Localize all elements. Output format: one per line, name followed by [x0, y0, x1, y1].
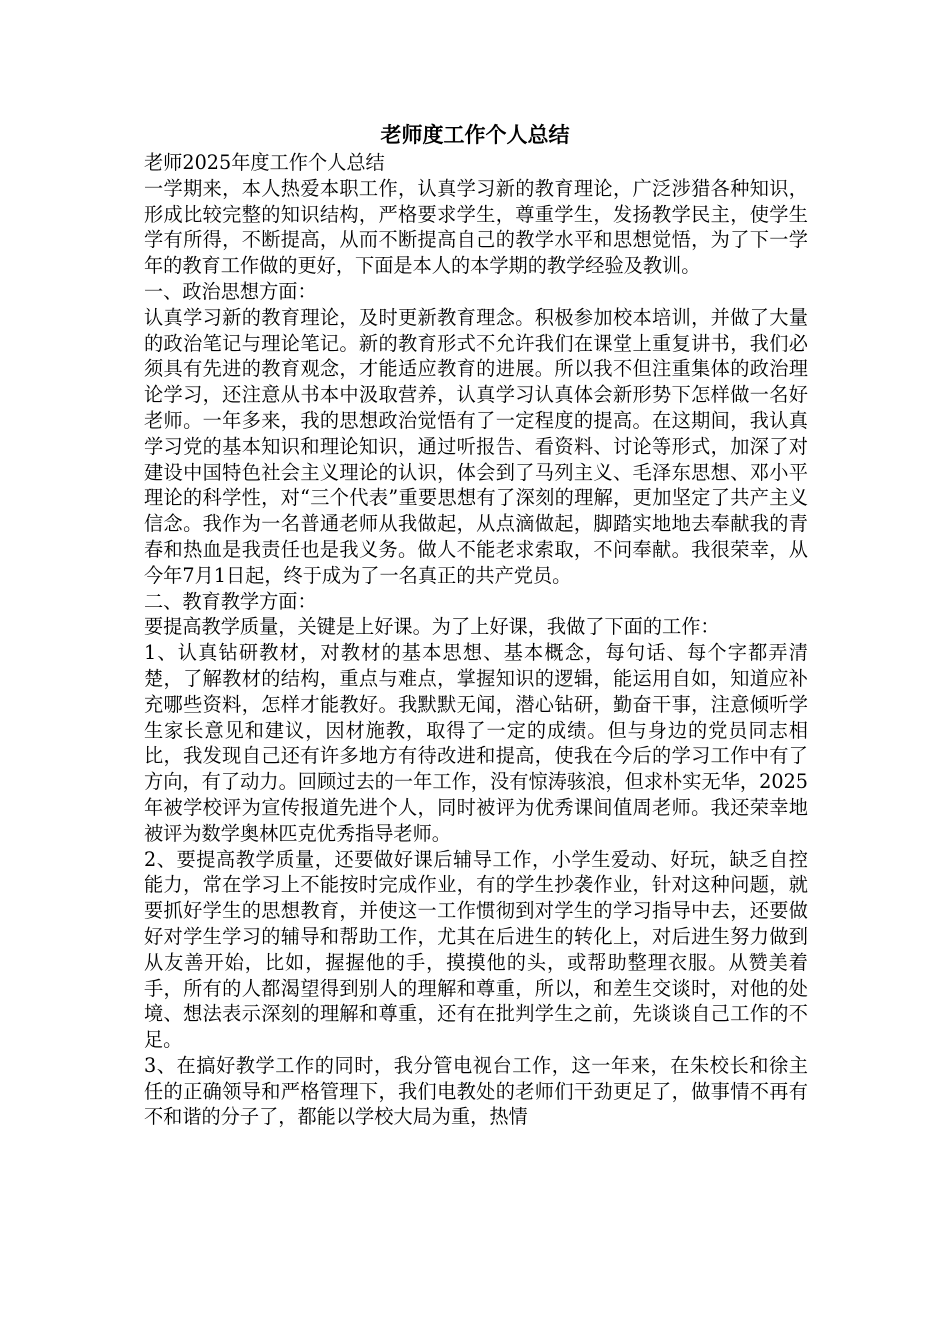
teaching-item-2: 2、要提高教学质量，还要做好课后辅导工作，小学生爱动、好玩，缺乏自控能力，常在学习上不能按时完成作业，有的学生抄袭作业，针对这种问题，就要抓好学生的思想教育，并使这一工作惯彻到对学生的学习指导中去，还要做好对学生学习的辅导和帮助工作，尤其在后进生的转化上，对后进生努力做到从友善开始，比如，握握他的手，摸摸他的头，或帮助整理衣服。从赞美着手，所有的人都渴望得到别人的理解和尊重，所以，和差生交谈时，对他的处境、想法表示深刻的理解和尊重，还有在批判学生之前，先谈谈自己工作的不足。 — [144, 847, 808, 1052]
political-paragraph: 认真学习新的教育理论，及时更新教育理念。积极参加校本培训，并做了大量的政治笔记与理论笔记。新的教育形式不允许我们在课堂上重复讲书，我们必须具有先进的教育观念，才能适应教育的进展。所以我不但注重集体的政治理论学习，还注意从书本中汲取营养，认真学习认真体会新形势下怎样做一名好老师。一年多来，我的思想政治觉悟有了一定程度的提高。在这期间，我认真学习党的基本知识和理论知识，通过听报告、看资料、讨论等形式，加深了对建设中国特色社会主义理论的认识，体会到了马列主义、毛泽东思想、邓小平理论的科学性，对“三个代表”重要思想有了深刻的理解，更加坚定了共产主义信念。我作为一名普通老师从我做起，从点滴做起，脚踏实地地去奉献我的青春和热血是我责任也是我义务。做人不能老求索取，不问奉献。我很荣幸，从今年7月1日起，终于成为了一名真正的共产党员。 — [144, 305, 808, 587]
section-heading-teaching: 二、教育教学方面： — [144, 589, 317, 613]
document-subtitle: 老师2025年度工作个人总结 — [144, 151, 385, 174]
teaching-intro-paragraph: 要提高教学质量，关键是上好课。为了上好课，我做了下面的工作： — [144, 615, 720, 639]
teaching-item-1: 1、认真钻研教材，对教材的基本思想、基本概念，每句话、每个字都弄清楚，了解教材的结构，重点与难点，掌握知识的逻辑，能运用自如，知道应补充哪些资料，怎样才能教好。我默默无闻，潜心钻研，勤奋干事，注意倾听学生家长意见和建议，因材施教，取得了一定的成绩。但与身边的党员同志相比，我发现自己还有许多地方有待改进和提高，使我在今后的学习工作中有了方向，有了动力。回顾过去的一年工作，没有惊涛骇浪，但求朴实无华，2025年被学校评为宣传报道先进个人，同时被评为优秀课间值周老师。我还荣幸地被评为数学奥林匹克优秀指导老师。 — [144, 641, 808, 845]
document-body — [144, 150, 808, 1130]
document-title: 老师度工作个人总结 — [380, 122, 570, 147]
teaching-item-3: 3、在搞好教学工作的同时，我分管电视台工作，这一年来，在朱校长和徐主任的正确领导和严格管理下，我们电教处的老师们干劲更足了，做事情不再有不和谐的分子了，都能以学校大局为重，热情 — [144, 1053, 808, 1129]
section-heading-political: 一、政治思想方面： — [144, 279, 317, 303]
intro-paragraph: 一学期来，本人热爱本职工作，认真学习新的教育理论，广泛涉猎各种知识，形成比较完整的知识结构，严格要求学生，尊重学生，发扬教学民主，使学生学有所得，不断提高，从而不断提高自己的教学水平和思想觉悟，为了下一学年的教育工作做的更好，下面是本人的本学期的教学经验及教训。 — [144, 176, 808, 278]
